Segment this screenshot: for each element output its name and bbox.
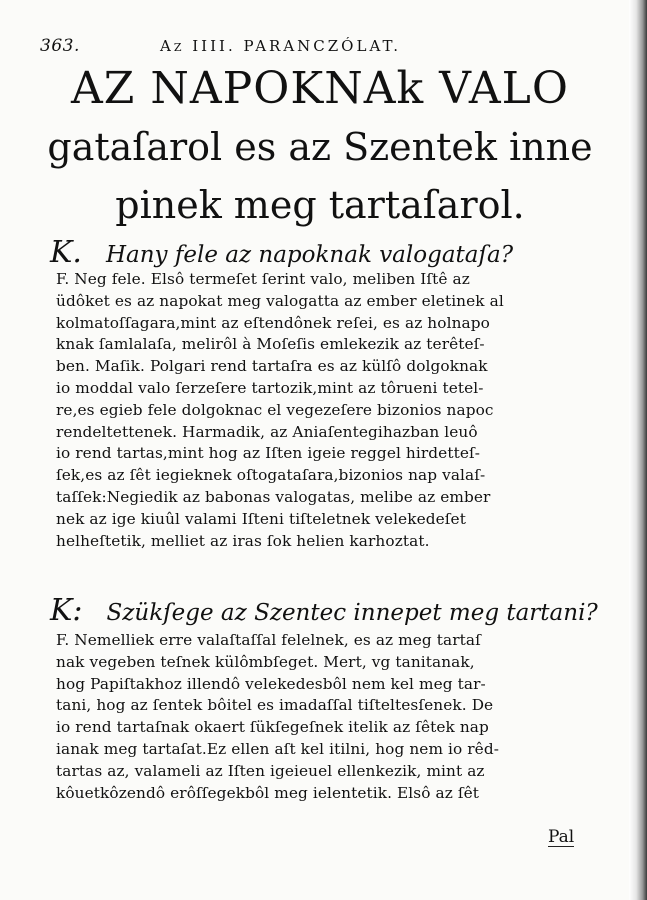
question-marker: K: [50, 593, 83, 628]
page-gutter-shadow [629, 0, 647, 900]
catchword: Pal [548, 827, 575, 847]
title-line-2: gataſarol es az Szentek inne [47, 125, 593, 169]
text-line: knak ſamlalaſa, melirôl à Moſeſis emlekezik az terêteſ- [56, 335, 485, 354]
question-marker: K. [50, 235, 82, 270]
text-line: io moddal valo ſerzeſere tartozik,mint az tôrueni tetel- [56, 378, 484, 397]
text-line: F. Neg fele. Elsô termeſet ſerint valo, meliben Iſtê az [56, 270, 470, 288]
question-1 [50, 235, 610, 270]
text-line: ben. Maſik. Polgari rend tartaſra es az külſô dolgoknak [56, 357, 488, 376]
text-line: io rend tartaſnak okaert ſükſegeſnek itelik az ſêtek nap [56, 718, 489, 737]
text-line: kôuetkôzendô erôſſegekbôl meg ielentetik. Elsô az ſêt [56, 783, 480, 802]
question-2 [50, 593, 610, 628]
chapter-title [40, 60, 600, 234]
text-line: taſſek:Negiedik az babonas valogatas, melibe az ember [56, 487, 491, 506]
page-number: 363. [40, 36, 80, 56]
title-line-1: AZ NAPOKNAk VALO [71, 63, 569, 114]
text-line: üdôket es az napokat meg valogatta az ember eletinek al [56, 291, 504, 310]
text-line: ſek,es az ſêt iegieknek oſtogataſara,bizonios nap valaſ- [56, 466, 486, 485]
running-head: Az IIII. PARANCZÓLAT. [160, 37, 402, 55]
question-text: Hany fele az napoknak valogataſa? [105, 242, 514, 268]
answer-1 [56, 269, 601, 552]
text-line: tani, hog az ſentek bôitel es imadaſſal tiſteltesſenek. De [56, 696, 494, 715]
text-line: rendeltettenek. Harmadik, az Aniaſentegihazban leuô [56, 422, 478, 441]
text-line: io rend tartas,mint hog az Iſten igeie reggel hirdetteſ- [56, 444, 481, 463]
text-line: helheſtetik, melliet az iras ſok helien karhoztat. [56, 531, 430, 550]
text-line: F. Nemelliek erre valaſtaſſal felelnek, es az meg tartaſ [56, 631, 481, 649]
text-line: ianak meg tartaſat.Ez ellen aſt kel itilni, hog nem io rêd- [56, 739, 499, 758]
text-line: re,es egieb fele dolgoknac el vegezeſere bizonios napoc [56, 400, 494, 419]
page-header [40, 36, 600, 58]
answer-2 [56, 630, 601, 804]
text-line: kolmatoſſagara,mint az eſtendônek reſei, es az holnapo [56, 313, 490, 332]
text-line: hog Papiſtakhoz illendô velekedesbôl nem kel meg tar- [56, 674, 486, 693]
text-line: nak vegeben teſnek külômbſeget. Mert, vg tanitanak, [56, 652, 475, 671]
title-line-3: pinek meg tartaſarol. [115, 183, 525, 227]
text-line: nek az ige kiuûl valami Iſteni tiſteletnek velekedeſet [56, 509, 466, 528]
question-text: Szükſege az Szentec innepet meg tartani? [106, 600, 598, 626]
text-line: tartas az, valameli az Iſten igeieuel ellenkezik, mint az [56, 761, 485, 780]
